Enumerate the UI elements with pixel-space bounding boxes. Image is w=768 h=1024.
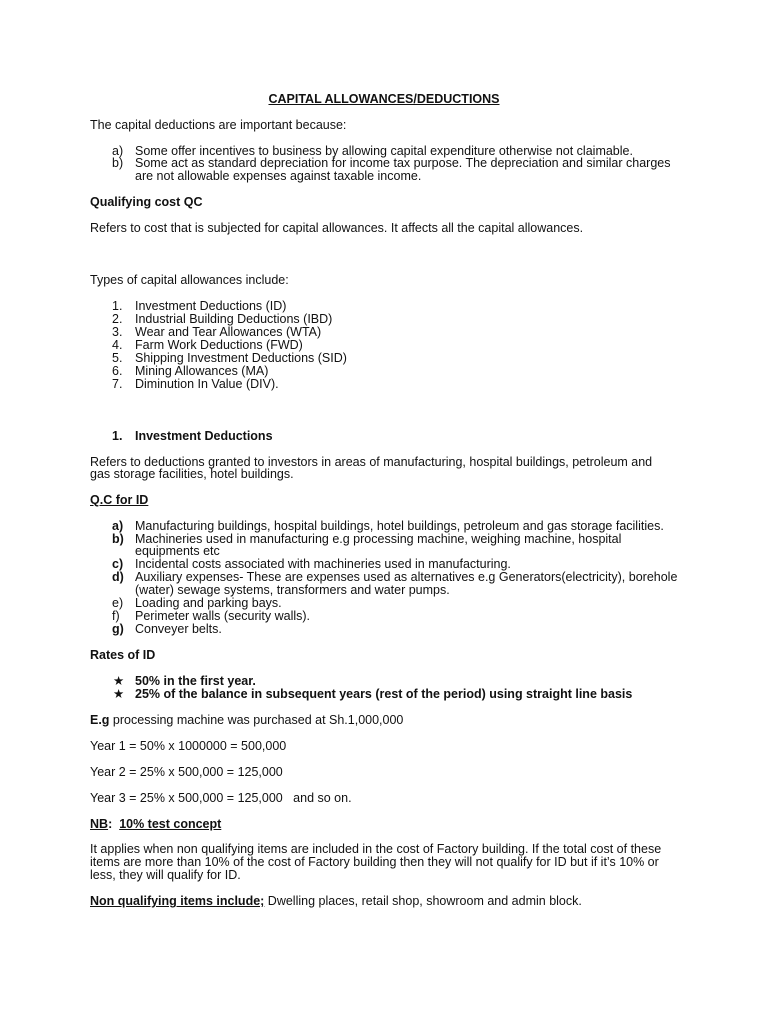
year-line: Year 2 = 25% x 500,000 = 125,000 [90, 765, 283, 779]
reason-marker: a) [112, 144, 124, 158]
reason-marker: b) [112, 156, 124, 170]
nb-label: NB [90, 817, 109, 831]
type-marker: 6. [112, 364, 123, 378]
qc-id-marker: g) [112, 622, 124, 636]
qc-id-marker: d) [112, 570, 124, 584]
qc-heading: Qualifying cost QC [90, 195, 203, 209]
type-item: Shipping Investment Deductions (SID) [135, 351, 347, 365]
type-item: Industrial Building Deductions (IBD) [135, 312, 333, 326]
id-text: gas storage facilities, hotel buildings. [90, 467, 294, 481]
reason-text: Some act as standard depreciation for income tax purpose. The depreciation and similar charges [135, 156, 671, 170]
qc-id-marker: f) [112, 609, 120, 623]
type-item: Diminution In Value (DIV). [135, 377, 279, 391]
qc-id-heading: Q.C for ID [90, 493, 149, 507]
qc-id-marker: e) [112, 596, 124, 610]
qc-id-item: Conveyer belts. [135, 622, 222, 636]
qc-id-marker: c) [112, 557, 124, 571]
type-marker: 7. [112, 377, 123, 391]
types-intro: Types of capital allowances include: [90, 273, 289, 287]
type-marker: 3. [112, 325, 123, 339]
star-bullet-icon: ★ [113, 687, 125, 701]
intro-text: The capital deductions are important because: [90, 118, 347, 132]
year-line: Year 3 = 25% x 500,000 = 125,000 and so on. [90, 791, 352, 805]
nb-text: It applies when non qualifying items are included in the cost of Factory building. If the total cost of these [90, 842, 662, 856]
nb-line [90, 818, 221, 831]
qc-id-marker: a) [112, 519, 124, 533]
type-marker: 2. [112, 312, 123, 326]
year-line: Year 1 = 50% x 1000000 = 500,000 [90, 739, 287, 753]
qc-id-item: Incidental costs associated with machineries used in manufacturing. [135, 557, 511, 571]
reason-text: Some offer incentives to business by allowing capital expenditure otherwise not claimable. [135, 144, 633, 158]
type-marker: 4. [112, 338, 123, 352]
non-qualifying-text: Dwelling places, retail shop, showroom and admin block. [264, 894, 582, 908]
rates-heading: Rates of ID [90, 648, 156, 662]
type-item: Farm Work Deductions (FWD) [135, 338, 303, 352]
qc-id-item: Machineries used in manufacturing e.g processing machine, weighing machine, hospital [135, 532, 622, 546]
section-heading: Investment Deductions [135, 429, 273, 443]
qc-text: Refers to cost that is subjected for capital allowances. It affects all the capital allowances. [90, 221, 584, 235]
qc-id-item: equipments etc [135, 544, 220, 558]
qc-id-item: (water) sewage systems, transformers and water pumps. [135, 583, 450, 597]
type-item: Mining Allowances (MA) [135, 364, 269, 378]
example-label: E.g [90, 713, 110, 727]
type-item: Investment Deductions (ID) [135, 299, 287, 313]
type-marker: 5. [112, 351, 123, 365]
non-qualifying-label: Non qualifying items include; [90, 894, 265, 908]
example-text: processing machine was purchased at Sh.1,000,000 [109, 713, 404, 727]
section-number: 1. [112, 429, 123, 443]
page-title: CAPITAL ALLOWANCES/DEDUCTIONS [268, 92, 500, 106]
rate-item: 50% in the first year. [135, 674, 256, 688]
reason-text: are not allowable expenses against taxable income. [135, 169, 422, 183]
rate-item: 25% of the balance in subsequent years (rest of the period) using straight line basis [135, 687, 633, 701]
nb-heading: 10% test concept [119, 817, 222, 831]
type-marker: 1. [112, 299, 123, 313]
qc-id-item: Manufacturing buildings, hospital buildings, hotel buildings, petroleum and gas storage facilities. [135, 519, 664, 533]
star-bullet-icon: ★ [113, 674, 125, 688]
nb-text: items are more than 10% of the cost of Factory building then they will not qualify for ID but if it’s 10% or [90, 855, 659, 869]
qc-id-item: Auxiliary expenses- These are expenses used as alternatives e.g Generators(electricity), borehole [135, 570, 678, 584]
qc-id-item: Perimeter walls (security walls). [135, 609, 311, 623]
nb-colon: : [108, 817, 113, 831]
qc-id-item: Loading and parking bays. [135, 596, 282, 610]
qc-id-marker: b) [112, 532, 124, 546]
type-item: Wear and Tear Allowances (WTA) [135, 325, 322, 339]
non-qualifying-line [90, 895, 582, 908]
example-line [90, 714, 403, 727]
id-text: Refers to deductions granted to investors in areas of manufacturing, hospital buildings, petroleum and [90, 455, 653, 469]
nb-text: less, they will qualify for ID. [90, 868, 241, 882]
